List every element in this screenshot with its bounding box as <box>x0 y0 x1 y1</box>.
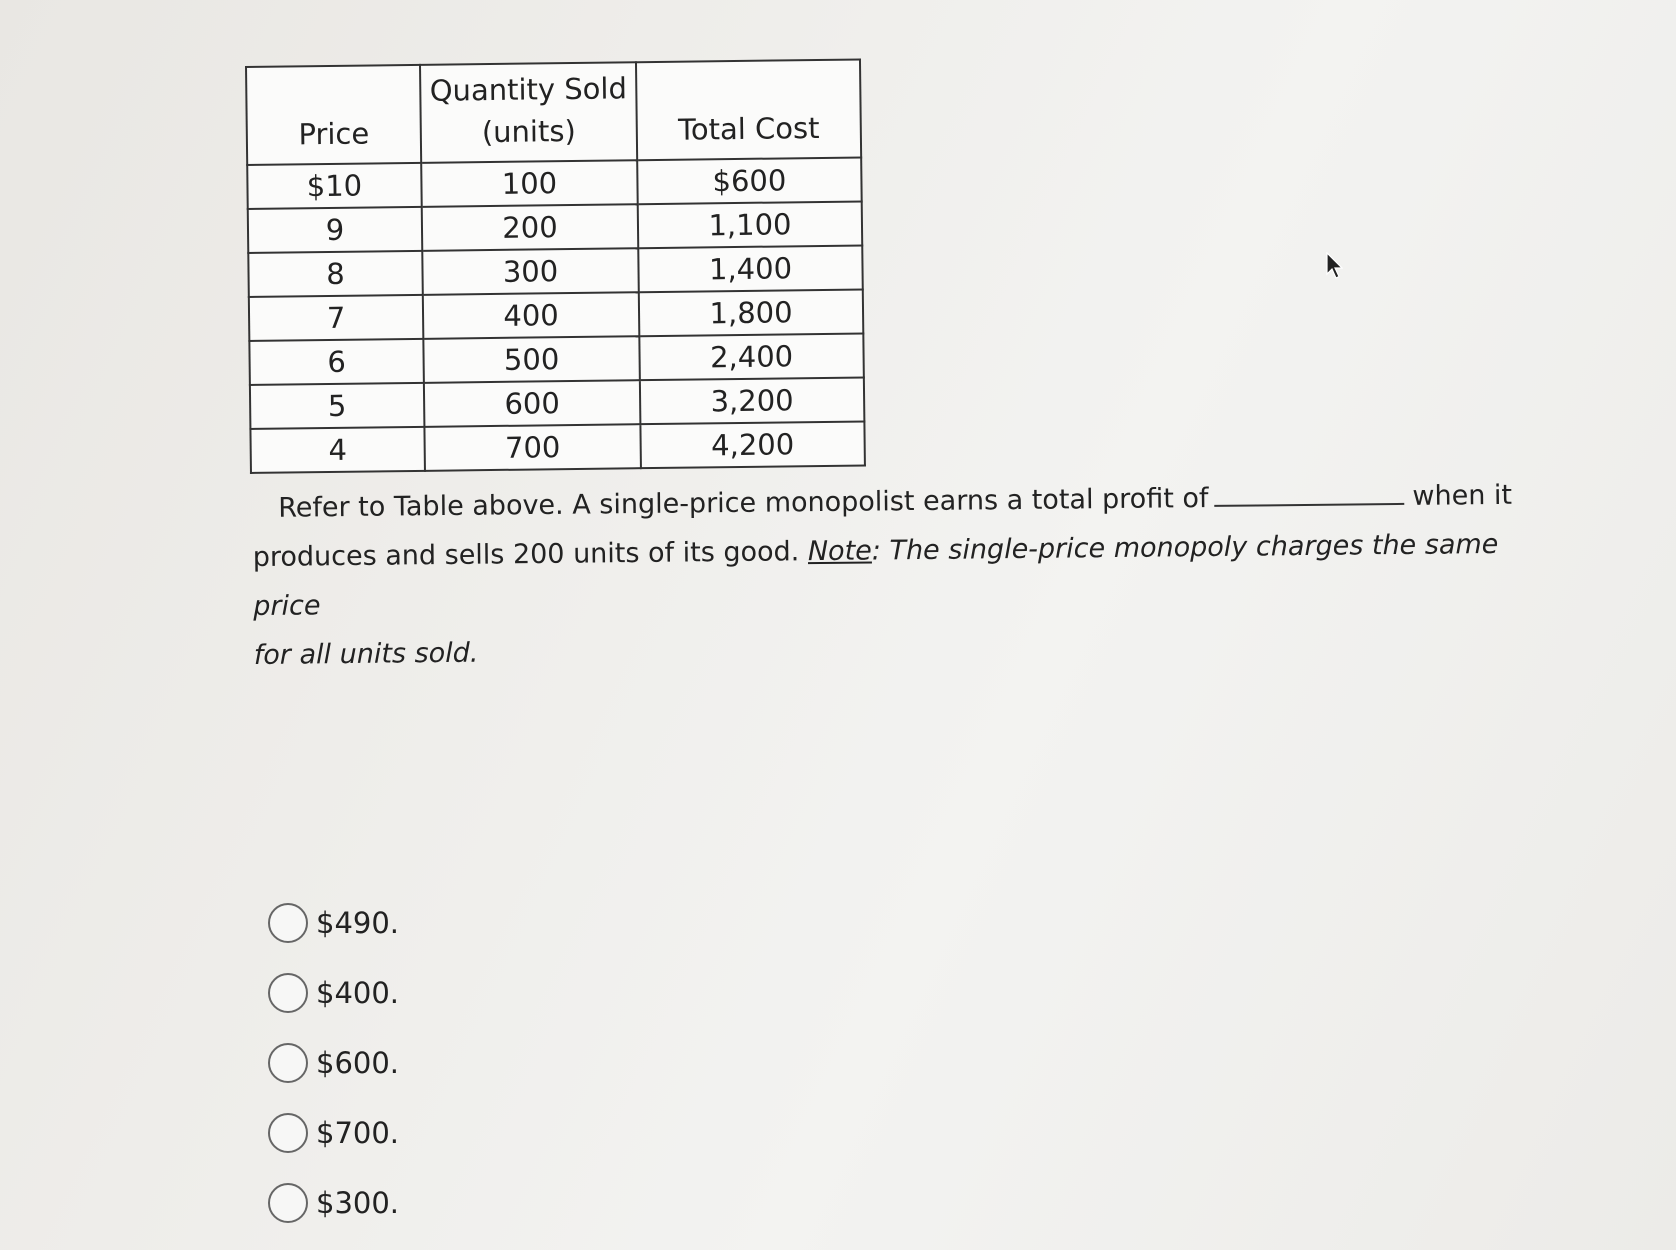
quantity-cell: 500 <box>423 336 640 383</box>
price-header <box>246 65 421 165</box>
total-cost-cell: $600 <box>637 157 862 204</box>
option-label[interactable]: $700. <box>316 1116 400 1150</box>
table-row <box>250 421 864 472</box>
table-row <box>248 201 862 252</box>
table-header-row <box>246 59 861 164</box>
table-row <box>250 377 864 428</box>
quantity-cell: 600 <box>424 380 641 427</box>
price-cell: 6 <box>249 339 424 385</box>
price-cell: 8 <box>248 251 423 297</box>
radio-button-icon[interactable] <box>268 1183 308 1223</box>
note-label: Note <box>807 535 872 568</box>
quantity-cell: 100 <box>421 160 638 207</box>
price-cell: 4 <box>250 427 425 473</box>
price-cell: 9 <box>248 207 423 253</box>
table-row <box>248 245 862 296</box>
total-cost-cell: 2,400 <box>639 333 864 380</box>
option-label[interactable]: $600. <box>316 1046 400 1080</box>
total-cost-cell: 3,200 <box>640 377 865 424</box>
quantity-cell: 300 <box>422 248 639 295</box>
radio-button-icon[interactable] <box>268 1043 308 1083</box>
total-cost-cell: 1,400 <box>638 245 863 292</box>
quantity-cell: 200 <box>422 204 639 251</box>
radio-button-icon[interactable] <box>268 973 308 1013</box>
question-part2: when it <box>1412 479 1513 512</box>
total-cost-header-label: Total Cost <box>677 110 820 147</box>
price-cell: $10 <box>247 163 422 209</box>
quantity-header-line2: (units) <box>481 113 576 150</box>
option-label[interactable]: $300. <box>316 1186 400 1220</box>
answer-option[interactable] <box>268 1168 399 1238</box>
question-part1: Refer to Table above. A single-price monopolist earns a total profit of <box>278 482 1209 524</box>
total-cost-cell: 1,100 <box>638 201 863 248</box>
mouse-pointer-icon <box>1325 252 1343 280</box>
cost-table <box>245 58 866 473</box>
question-text <box>252 470 1564 680</box>
question-part3: produces and sells 200 units of its good. <box>252 536 800 573</box>
note-text-continued: for all units sold. <box>253 637 479 671</box>
price-cell: 5 <box>250 383 425 429</box>
total-cost-cell: 4,200 <box>640 421 865 468</box>
table-row <box>249 289 863 340</box>
answer-option[interactable] <box>268 958 399 1028</box>
quantity-header-line1: Quantity Sold <box>429 71 628 108</box>
table-row <box>247 157 861 208</box>
option-label[interactable]: $400. <box>316 976 400 1010</box>
note-text: : The single-price monopoly charges the same price <box>253 528 1499 622</box>
radio-button-icon[interactable] <box>268 903 308 943</box>
answer-option[interactable] <box>268 888 399 958</box>
answer-option[interactable] <box>268 1098 399 1168</box>
quantity-header <box>420 62 637 163</box>
answer-blank <box>1215 503 1405 507</box>
answer-options <box>268 888 399 1238</box>
price-cell: 7 <box>249 295 424 341</box>
option-label[interactable]: $490. <box>316 906 400 940</box>
price-header-label: Price <box>298 116 370 152</box>
total-cost-header <box>636 59 861 160</box>
total-cost-cell: 1,800 <box>639 289 864 336</box>
quantity-cell: 400 <box>423 292 640 339</box>
answer-option[interactable] <box>268 1028 399 1098</box>
quantity-cell: 700 <box>424 424 641 471</box>
radio-button-icon[interactable] <box>268 1113 308 1153</box>
table-row <box>249 333 863 384</box>
